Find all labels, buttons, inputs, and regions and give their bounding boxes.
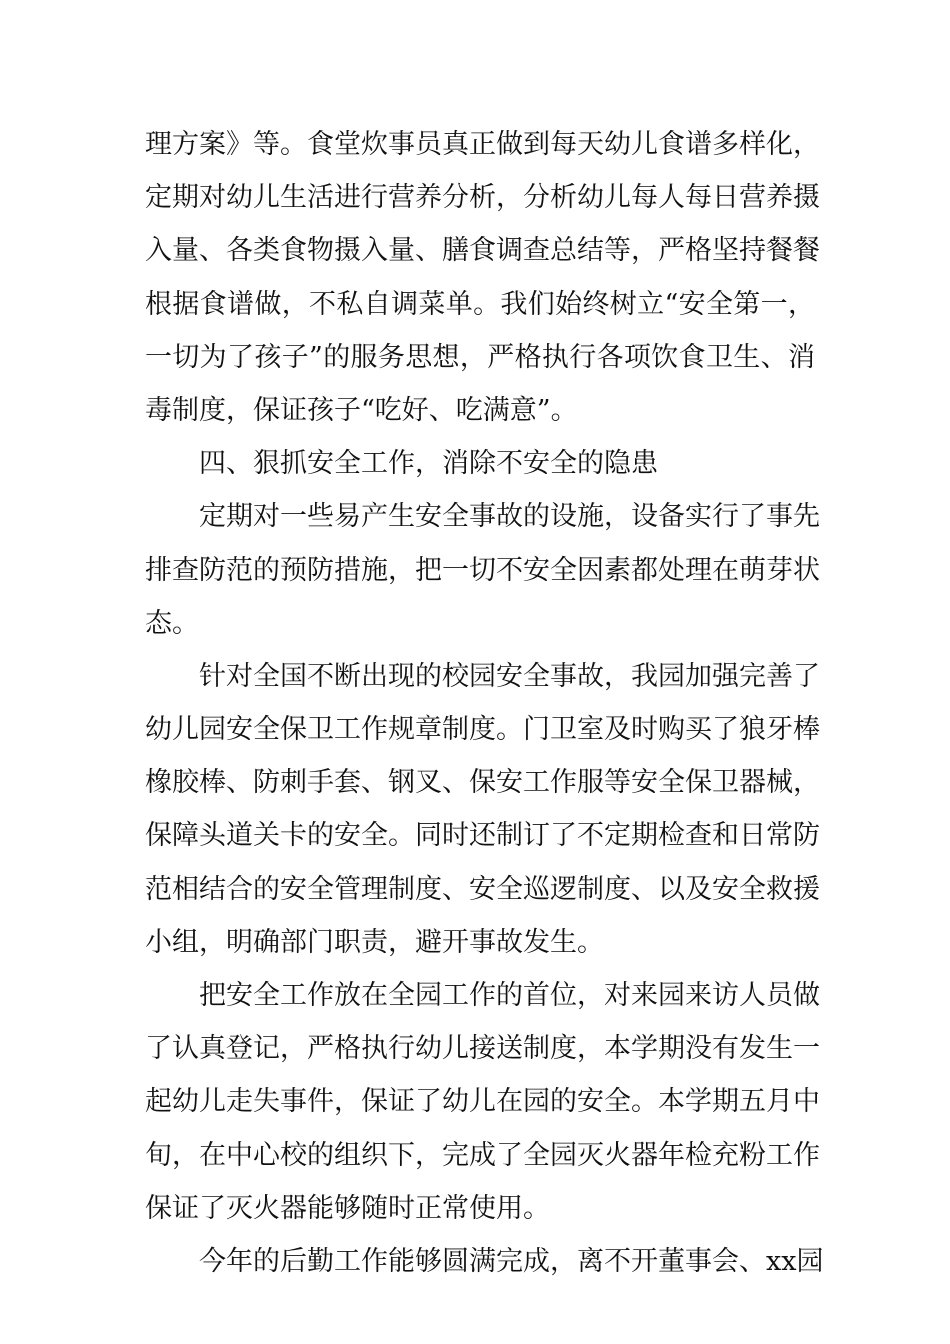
text-line: 定期对一些易产生安全事故的设施，设备实行了事先 [199, 501, 820, 533]
text-line: 定期对幼儿生活进行营养分析，分析幼儿每人每日营养摄 [145, 182, 820, 214]
text-line: 起幼儿走失事件，保证了幼儿在园的安全。本学期五月中 [145, 1086, 820, 1118]
text-line: 幼儿园安全保卫工作规章制度。门卫室及时购买了狼牙棒 [145, 714, 820, 746]
text-line: 小组，明确部门职责，避开事故发生。 [145, 926, 604, 958]
text-line: 保证了灭火器能够随时正常使用。 [145, 1192, 550, 1224]
text-line: 一切为了孩子”的服务思想，严格执行各项饮食卫生、消 [145, 341, 815, 373]
text-line: 根据食谱做，不私自调菜单。我们始终树立“安全第一， [145, 288, 815, 320]
text-line: 理方案》等。食堂炊事员真正做到每天幼儿食谱多样化， [145, 129, 820, 160]
text-line: 态。 [145, 607, 199, 639]
text-line: 保障头道关卡的安全。同时还制订了不定期检查和日常防 [145, 820, 820, 852]
text-line: 入量、各类食物摄入量、膳食调查总结等，严格坚持餐餐 [145, 235, 820, 267]
text-line: 了认真登记，严格执行幼儿接送制度，本学期没有发生一 [145, 1033, 820, 1065]
text-line: 旬，在中心校的组织下，完成了全园灭火器年检充粉工作 [145, 1139, 820, 1171]
text-line: 把安全工作放在全园工作的首位，对来园来访人员做 [199, 980, 820, 1011]
text-line: 针对全国不断出现的校园安全事故，我园加强完善了 [199, 660, 820, 692]
text-line: 范相结合的安全管理制度、安全巡逻制度、以及安全救援 [145, 873, 820, 905]
text-line: 今年的后勤工作能够圆满完成，离不开董事会、xx园 [199, 1245, 824, 1277]
text-line: 毒制度，保证孩子“吃好、吃满意”。 [145, 394, 578, 426]
document-body [145, 118, 824, 1288]
text-line: 排查防范的预防措施，把一切不安全因素都处理在萌芽状 [145, 554, 820, 586]
text-line: 橡胶棒、防刺手套、钢叉、保安工作服等安全保卫器械， [145, 767, 820, 799]
section-heading: 四、狠抓安全工作，消除不安全的隐患 [199, 448, 658, 480]
